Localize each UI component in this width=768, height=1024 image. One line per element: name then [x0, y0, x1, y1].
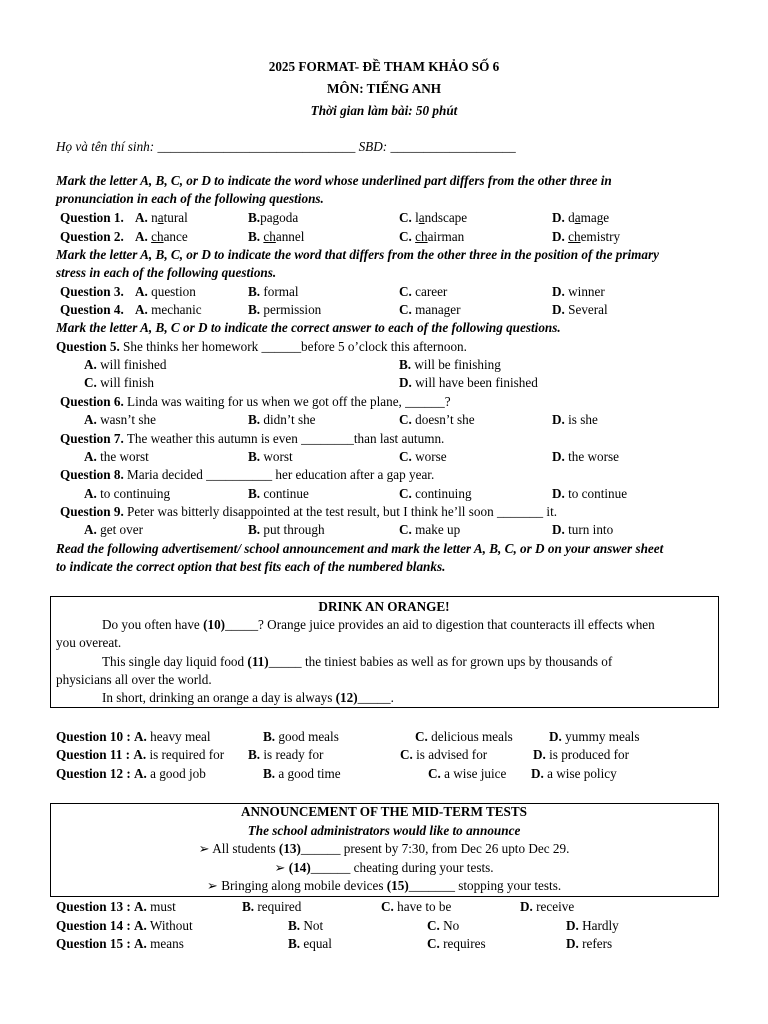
option-d[interactable]: D. to continue	[552, 486, 628, 501]
option-d[interactable]: D. the worse	[552, 449, 620, 464]
option-b[interactable]: B. required	[242, 899, 302, 914]
bullet-arrow-icon: ➢	[274, 860, 286, 875]
time-limit: Thời gian làm bài: 50 phút	[310, 103, 458, 118]
instruction-reading-line1: Read the following advertisement/ school announcement and mark the letter A, B, C, or D on your answer sheet	[56, 541, 664, 556]
option-c[interactable]: C. a wise juice	[428, 766, 507, 781]
advertisement-title: DRINK AN ORANGE!	[318, 599, 450, 614]
option-c[interactable]: C. have to be	[381, 899, 452, 914]
option-c[interactable]: C. make up	[399, 522, 461, 537]
instruction-pronunciation-line2: pronunciation in each of the following questions.	[56, 191, 324, 206]
option-b[interactable]: B. didn’t she	[248, 412, 316, 427]
option-c[interactable]: C. career	[399, 284, 448, 299]
option-b[interactable]: B. will be finishing	[399, 357, 501, 372]
option-c[interactable]: C. No	[427, 918, 460, 933]
option-a[interactable]: Question 14 : A. Without	[56, 918, 193, 933]
option-a[interactable]: A. mechanic	[135, 302, 202, 317]
subject-title: MÔN: TIẾNG ANH	[326, 81, 442, 96]
option-a[interactable]: Question 12 : A. a good job	[56, 766, 206, 781]
advertisement-paragraph-1: Do you often have (10)_____? Orange juice provides an aid to digestion that counteracts ill effects when	[102, 617, 655, 632]
option-c[interactable]: C. landscape	[399, 210, 468, 225]
announcement-line-3: ➢ Bringing along mobile devices (15)_______ stopping your tests.	[206, 878, 562, 893]
option-d[interactable]: D. damage	[552, 210, 610, 225]
option-c[interactable]: C. is advised for	[400, 747, 488, 762]
bullet-arrow-icon: ➢	[206, 878, 218, 893]
option-d[interactable]: D. yummy meals	[549, 729, 640, 744]
option-d[interactable]: D. winner	[552, 284, 605, 299]
option-a[interactable]: A. to continuing	[84, 486, 171, 501]
option-b[interactable]: B. put through	[248, 522, 325, 537]
option-d[interactable]: D. a wise policy	[531, 766, 617, 781]
instruction-stress-line1: Mark the letter A, B, C, or D to indicate the word that differs from the other three in the position of the primary	[56, 247, 660, 262]
option-a[interactable]: A. the worst	[84, 449, 149, 464]
advertisement-paragraph-2-cont: physicians all over the world.	[56, 672, 212, 687]
question-label: Question 2.	[60, 229, 124, 244]
name-label: Họ và tên thí sinh:	[56, 139, 155, 154]
instruction-reading-line2: to indicate the correct option that best fits each of the numbered blanks.	[56, 559, 446, 574]
option-c[interactable]: C. continuing	[399, 486, 472, 501]
question-label: Question 1.	[60, 210, 124, 225]
option-d[interactable]: D. receive	[520, 899, 575, 914]
candidate-name-line	[56, 139, 516, 155]
option-c[interactable]: C. manager	[399, 302, 461, 317]
question-label: Question 3.	[60, 284, 124, 299]
option-a[interactable]: A. chance	[135, 229, 188, 244]
announcement-line-1: ➢ All students (13)______ present by 7:30, from Dec 26 upto Dec 29.	[198, 841, 570, 856]
option-b[interactable]: B. a good time	[263, 766, 341, 781]
option-a[interactable]: A. wasn’t she	[84, 412, 156, 427]
option-d[interactable]: D. chemistry	[552, 229, 621, 244]
question-stem: Question 9. Peter was bitterly disappointed at the test result, but I think he’ll soon _______ it.	[60, 504, 558, 519]
option-c[interactable]: C. worse	[399, 449, 447, 464]
instruction-stress-line2: stress in each of the following questions.	[56, 265, 277, 280]
instruction-grammar: Mark the letter A, B, C or D to indicate the correct answer to each of the following questions.	[56, 320, 561, 335]
option-a[interactable]: Question 13 : A. must	[56, 899, 176, 914]
question-stem: Question 7. The weather this autumn is even ________than last autumn.	[60, 431, 445, 446]
option-b[interactable]: B. is ready for	[248, 747, 324, 762]
sbd-blank: ___________________	[390, 139, 516, 154]
option-a[interactable]: A. get over	[84, 522, 143, 537]
option-a[interactable]: A. natural	[135, 210, 188, 225]
option-a[interactable]: A. will finished	[84, 357, 167, 372]
announcement-line-2: ➢ (14)______ cheating during your tests.	[274, 860, 494, 875]
option-d[interactable]: D. Several	[552, 302, 608, 317]
question-stem: Question 8. Maria decided __________ her education after a gap year.	[60, 467, 435, 482]
option-d[interactable]: D. is she	[552, 412, 598, 427]
option-b[interactable]: B. channel	[248, 229, 305, 244]
option-a[interactable]: Question 10 : A. heavy meal	[56, 729, 211, 744]
option-b[interactable]: B. continue	[248, 486, 309, 501]
option-c[interactable]: C. chairman	[399, 229, 465, 244]
option-c[interactable]: C. will finish	[84, 375, 154, 390]
option-b[interactable]: B. permission	[248, 302, 322, 317]
question-label: Question 4.	[60, 302, 124, 317]
option-b[interactable]: B. formal	[248, 284, 299, 299]
announcement-subtitle: The school administrators would like to announce	[247, 823, 521, 838]
advertisement-paragraph-3: In short, drinking an orange a day is always (12)_____.	[102, 690, 394, 705]
option-c[interactable]: C. delicious meals	[415, 729, 513, 744]
option-d[interactable]: D. will have been finished	[399, 375, 538, 390]
option-d[interactable]: D. refers	[566, 936, 613, 951]
option-a[interactable]: Question 15 : A. means	[56, 936, 184, 951]
advertisement-paragraph-2: This single day liquid food (11)_____ the tiniest babies as well as for grown ups by thousands of	[102, 654, 613, 669]
option-c[interactable]: C. requires	[427, 936, 486, 951]
option-b[interactable]: B. worst	[248, 449, 293, 464]
option-a[interactable]: A. question	[135, 284, 196, 299]
option-b[interactable]: B. Not	[288, 918, 324, 933]
instruction-pronunciation-line1: Mark the letter A, B, C, or D to indicate the word whose underlined part differs from the other three in	[56, 173, 612, 188]
exam-title: 2025 FORMAT- ĐỀ THAM KHẢO SỐ 6	[268, 59, 500, 74]
option-d[interactable]: D. is produced for	[533, 747, 629, 762]
option-b[interactable]: B.pagoda	[248, 210, 299, 225]
option-b[interactable]: B. good meals	[263, 729, 339, 744]
option-d[interactable]: D. Hardly	[566, 918, 619, 933]
bullet-arrow-icon: ➢	[198, 841, 210, 856]
sbd-label: SBD:	[358, 139, 388, 154]
option-c[interactable]: C. doesn’t she	[399, 412, 475, 427]
question-stem: Question 6. Linda was waiting for us when we got off the plane, ______?	[60, 394, 451, 409]
advertisement-paragraph-1-cont: you overeat.	[56, 635, 122, 650]
option-d[interactable]: D. turn into	[552, 522, 614, 537]
name-blank: ______________________________	[157, 139, 356, 154]
option-a[interactable]: Question 11 : A. is required for	[56, 747, 225, 762]
option-b[interactable]: B. equal	[288, 936, 332, 951]
announcement-title: ANNOUNCEMENT OF THE MID-TERM TESTS	[240, 804, 527, 819]
question-stem: Question 5. She thinks her homework ______before 5 o’clock this afternoon.	[56, 339, 467, 354]
